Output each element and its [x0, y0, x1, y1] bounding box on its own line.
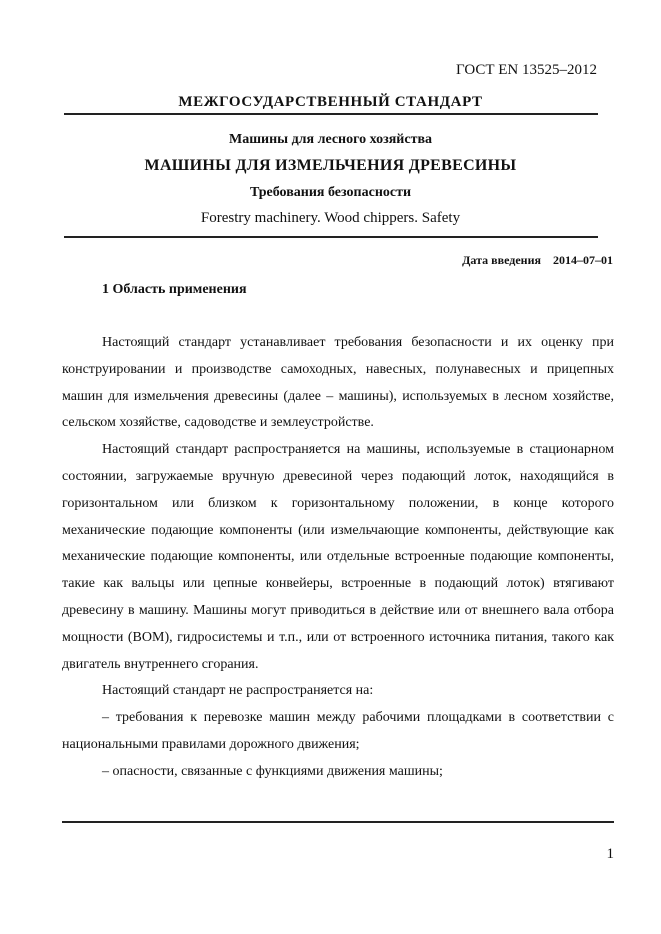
paragraph-scope: Настоящий стандарт устанавливает требования безопасности и их оценку при конструировании и производстве самоходных, навесных, полунавесных и прицепных машин для измельчения древесины (далее – машины), используемых в лесном хозяйстве, сельском хозяйстве, садоводстве и землеустройстве.	[62, 335, 614, 431]
list-item: – требования к перевозке машин между рабочими площадками в соответствии с национальными правилами дорожного движения;	[62, 710, 614, 752]
section-heading: 1 Область применения	[102, 282, 247, 297]
paragraph-applicability: Настоящий стандарт распространяется на машины, используемые в стационарном состоянии, загружаемые вручную древесиной через подающий лоток, находящийся в горизонтальном или близком к горизонтальному положении, в конце которого механические подающие компоненты (или измельчающие компоненты, действующие как механические подающие компоненты, или отдельные встроенные подающие компоненты, такие как вальцы или цепные конвейеры, встроенные в подающий лоток) втягивают древесину в машину. Машины могут приводиться в действие или от внешнего вала отбора мощности (ВОМ), гидросистемы и т.п., или от встроенного источника питания, такого как двигатель внутреннего сгорания.	[62, 442, 614, 672]
title-divider	[64, 236, 598, 238]
title-field: Машины для лесного хозяйства	[228, 132, 433, 147]
header-divider	[64, 113, 598, 115]
introduction-date-label: Дата введения	[462, 253, 541, 267]
introduction-date-value: 2014–07–01	[553, 253, 613, 267]
paragraph-exclusions-intro: Настоящий стандарт не распространяется на:	[102, 683, 374, 699]
list-item: – опасности, связанные с функциями движения машины;	[102, 763, 443, 779]
document-designation: ГОСТ EN 13525–2012	[456, 62, 597, 78]
document-title: МАШИНЫ ДЛЯ ИЗМЕЛЬЧЕНИЯ ДРЕВЕСИНЫ	[144, 157, 517, 174]
introduction-date	[462, 253, 613, 268]
standard-kind-heading: МЕЖГОСУДАРСТВЕННЫЙ СТАНДАРТ	[178, 94, 483, 110]
footer-divider	[62, 821, 614, 823]
document-subtitle: Требования безопасности	[249, 185, 412, 200]
english-title: Forestry machinery. Wood chippers. Safety	[200, 210, 461, 226]
body-text	[62, 330, 614, 786]
page-number: 1	[606, 846, 614, 862]
